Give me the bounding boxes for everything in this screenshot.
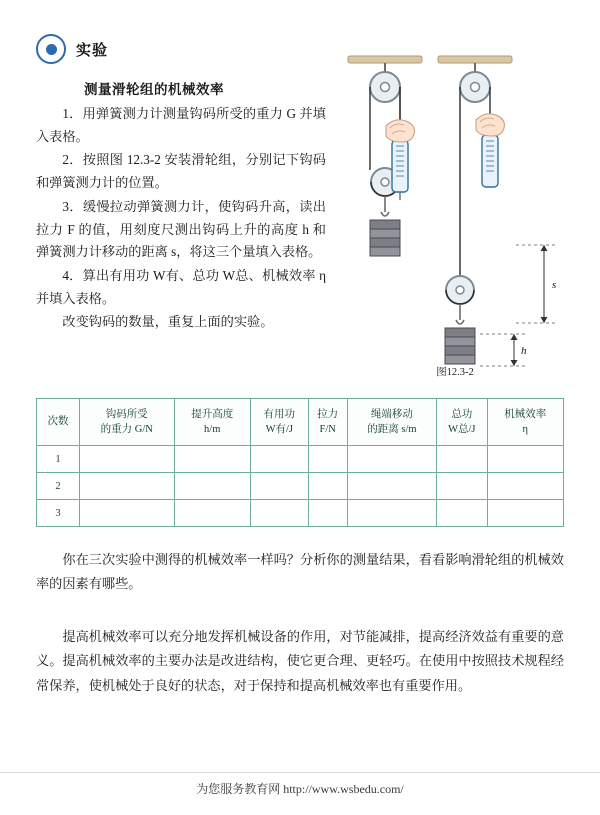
footer-divider (0, 772, 600, 773)
experiment-label: 实验 (76, 42, 109, 59)
cell-w-total[interactable] (437, 500, 487, 527)
row-index: 3 (37, 500, 80, 527)
cell-f[interactable] (308, 500, 347, 527)
cell-eta[interactable] (487, 500, 563, 527)
steps-list (36, 103, 326, 335)
pulley-figure (330, 40, 580, 380)
cell-s[interactable] (347, 500, 436, 527)
cell-g[interactable] (80, 473, 175, 500)
cell-f[interactable] (308, 446, 347, 473)
cell-g[interactable] (80, 500, 175, 527)
cell-eta[interactable] (487, 446, 563, 473)
experiment-header (36, 34, 108, 64)
cell-w-total[interactable] (437, 446, 487, 473)
table-header-cell-2: 提升高度 h/m (174, 399, 250, 446)
measurement-table (36, 398, 564, 527)
table-header-cell-0: 次数 (37, 399, 80, 446)
cell-eta[interactable] (487, 473, 563, 500)
table-header-cell-7: 机械效率 η (487, 399, 563, 446)
cell-s[interactable] (347, 446, 436, 473)
table-row (37, 446, 564, 473)
table-row (37, 473, 564, 500)
step-2: 2．按照图 12.3-2 安装滑轮组，分别记下钩码和弹簧测力计的位置。 (36, 152, 326, 191)
page-title: 测量滑轮组的机械效率 (84, 82, 224, 97)
step-1: 1．用弹簧测力计测量钩码所受的重力 G 并填入表格。 (36, 106, 326, 144)
footer-text: 为您服务教育网 http://www.wsbedu.com/ (196, 782, 404, 796)
cell-w-useful[interactable] (250, 446, 308, 473)
table-header-cell-6: 总功 W总/J (437, 399, 487, 446)
table-header-cell-4: 拉力 F/N (308, 399, 347, 446)
cell-f[interactable] (308, 473, 347, 500)
figure-label-s: s (552, 279, 557, 291)
table-header-cell-5: 绳端移动 的距离 s/m (347, 399, 436, 446)
body-paragraph: 提高机械效率可以充分地发挥机械设备的作用，对节能减排，提高经济效益有重要的意义。提高机械效率的主要办法是改进结构，使它更合理、更轻巧。在使用中按照技术规程经常保养，使机械处于良好的状态，对于保持和提高机械效率也有重要作用。 (36, 629, 564, 693)
table-header-cell-3: 有用功 W有/J (250, 399, 308, 446)
cell-g[interactable] (80, 446, 175, 473)
figure-label-h: h (521, 345, 527, 357)
cell-w-useful[interactable] (250, 500, 308, 527)
step-5: 改变钩码的数量，重复上面的实验。 (62, 314, 274, 330)
cell-w-useful[interactable] (250, 473, 308, 500)
experiment-circle-icon (36, 34, 66, 64)
question-paragraph: 你在三次实验中测得的机械效率一样吗？分析你的测量结果，看看影响滑轮组的机械效率的因素有哪些。 (36, 552, 564, 591)
cell-w-total[interactable] (437, 473, 487, 500)
table-header-cell-1: 钩码所受 的重力 G/N (80, 399, 175, 446)
cell-s[interactable] (347, 473, 436, 500)
table-row (37, 500, 564, 527)
cell-h[interactable] (174, 446, 250, 473)
figure-caption: 图12.3-2 (436, 367, 474, 378)
step-3: 3．缓慢拉动弹簧测力计，使钩码升高，读出拉力 F 的值，用刻度尺测出钩码上升的高度 h 和弹簧测力计移动的距离 s，将这三个量填入表格。 (36, 198, 326, 260)
row-index: 2 (37, 473, 80, 500)
cell-h[interactable] (174, 473, 250, 500)
cell-h[interactable] (174, 500, 250, 527)
row-index: 1 (37, 446, 80, 473)
step-4: 4．算出有用功 W有、总功 W总、机械效率 η 并填入表格。 (36, 267, 326, 306)
table-header-row (37, 399, 564, 446)
